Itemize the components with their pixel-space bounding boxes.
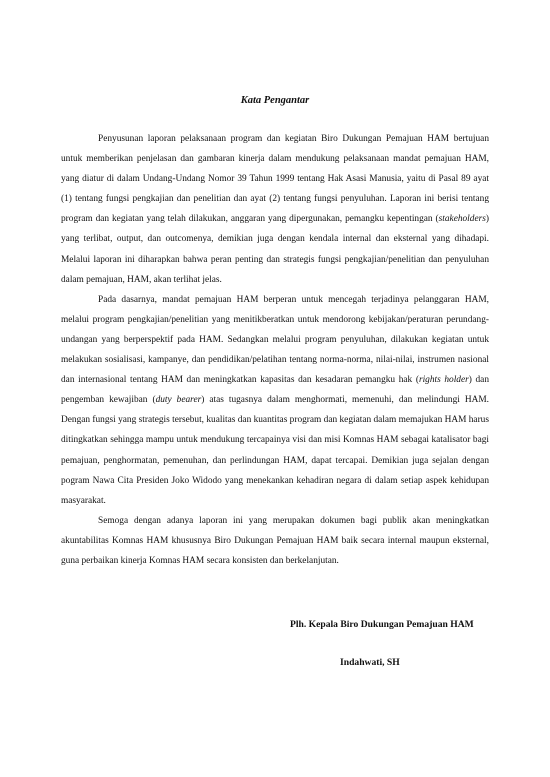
paragraph-1 <box>61 129 489 290</box>
text-run: ) dan pengemban kewajiban ( <box>61 375 489 406</box>
document-title: Kata Pengantar <box>240 95 310 106</box>
signer-role: Plh. Kepala Biro Dukungan Pemajuan HAM <box>290 619 474 630</box>
text-run-italic: stakeholders <box>438 214 486 225</box>
text-run: Pada dasarnya, mandat pemajuan HAM berperan untuk mencegah terjadinya pelanggaran HAM, melalui program pengkajian/penelitian yang menitikberatkan untuk mendorong kebijakan/peraturan perundang-undangan yang berperspektif pada HAM. Sedangkan melalui program penyuluhan, dilakukan kegiatan untuk melakukan sosialisasi, kampanye, dan pendidikan/pelatihan tentang norma-norma, nilai-nilai, instrumen nasional dan internasional tentang HAM dan meningkatkan kapasitas dan kesadaran pemangku hak ( <box>61 294 489 386</box>
text-run: ) atas tugasnya dalam menghormati, memenuhi, dan melindungi HAM. Dengan fungsi yang strategis tersebut, kualitas dan kuantitas program dan kegiatan dalam memajukan HAM harus ditingkatkan sehingga mampu untuk mendukung tercapainya visi dan misi Komnas HAM sebagai katalisator bagi pemajuan, penghormatan, pemenuhan, dan perlindungan HAM, dapat tercapai. Demikian juga sejalan dengan pogram Nawa Cita Presiden Joko Widodo yang menekankan kehadiran negara di dalam setiap aspek kehidupan masyarakat. <box>61 395 490 506</box>
paragraph-2 <box>61 290 489 511</box>
document-body <box>61 129 489 571</box>
text-run: Penyusunan laporan pelaksanaan program dan kegiatan Biro Dukungan Pemajuan HAM bertujuan untuk memberikan penjelasan dan gambaran kinerja dalam mendukung pelaksanaan mandat pemajuan HAM, yang diatur di dalam Undang-Undang Nomor 39 Tahun 1999 tentang Hak Asasi Manusia, yaitu di Pasal 89 ayat (1) tentang fungsi pengkajian dan penelitian dan ayat (2) tentang fungsi penyuluhan. Laporan ini berisi tentang program dan kegiatan yang telah dilakukan, anggaran yang dipergunakan, pemangku kepentingan ( <box>61 134 489 225</box>
signer-name: Indahwati, SH <box>340 657 400 668</box>
text-run-italic: duty bearer <box>155 395 202 406</box>
text-run-italic: rights holder <box>418 375 469 386</box>
paragraph-3 <box>61 511 489 571</box>
text-run: ) yang terlibat, output, dan outcomenya, demikian juga dengan kendala internal dan eksternal yang dihadapi. Melalui laporan ini diharapkan bahwa peran penting dan strategis fungsi pengkajian/penelitian dan penyuluhan dalam pemajuan, HAM, akan terlihat jelas. <box>61 214 489 285</box>
text-run: Semoga dengan adanya laporan ini yang merupakan dokumen bagi publik akan meningkatkan akuntabilitas Komnas HAM khususnya Biro Dukungan Pemajuan HAM baik secara internal maupun eksternal, guna perbaikan kinerja Komnas HAM secara konsisten dan berkelanjutan. <box>61 515 489 566</box>
